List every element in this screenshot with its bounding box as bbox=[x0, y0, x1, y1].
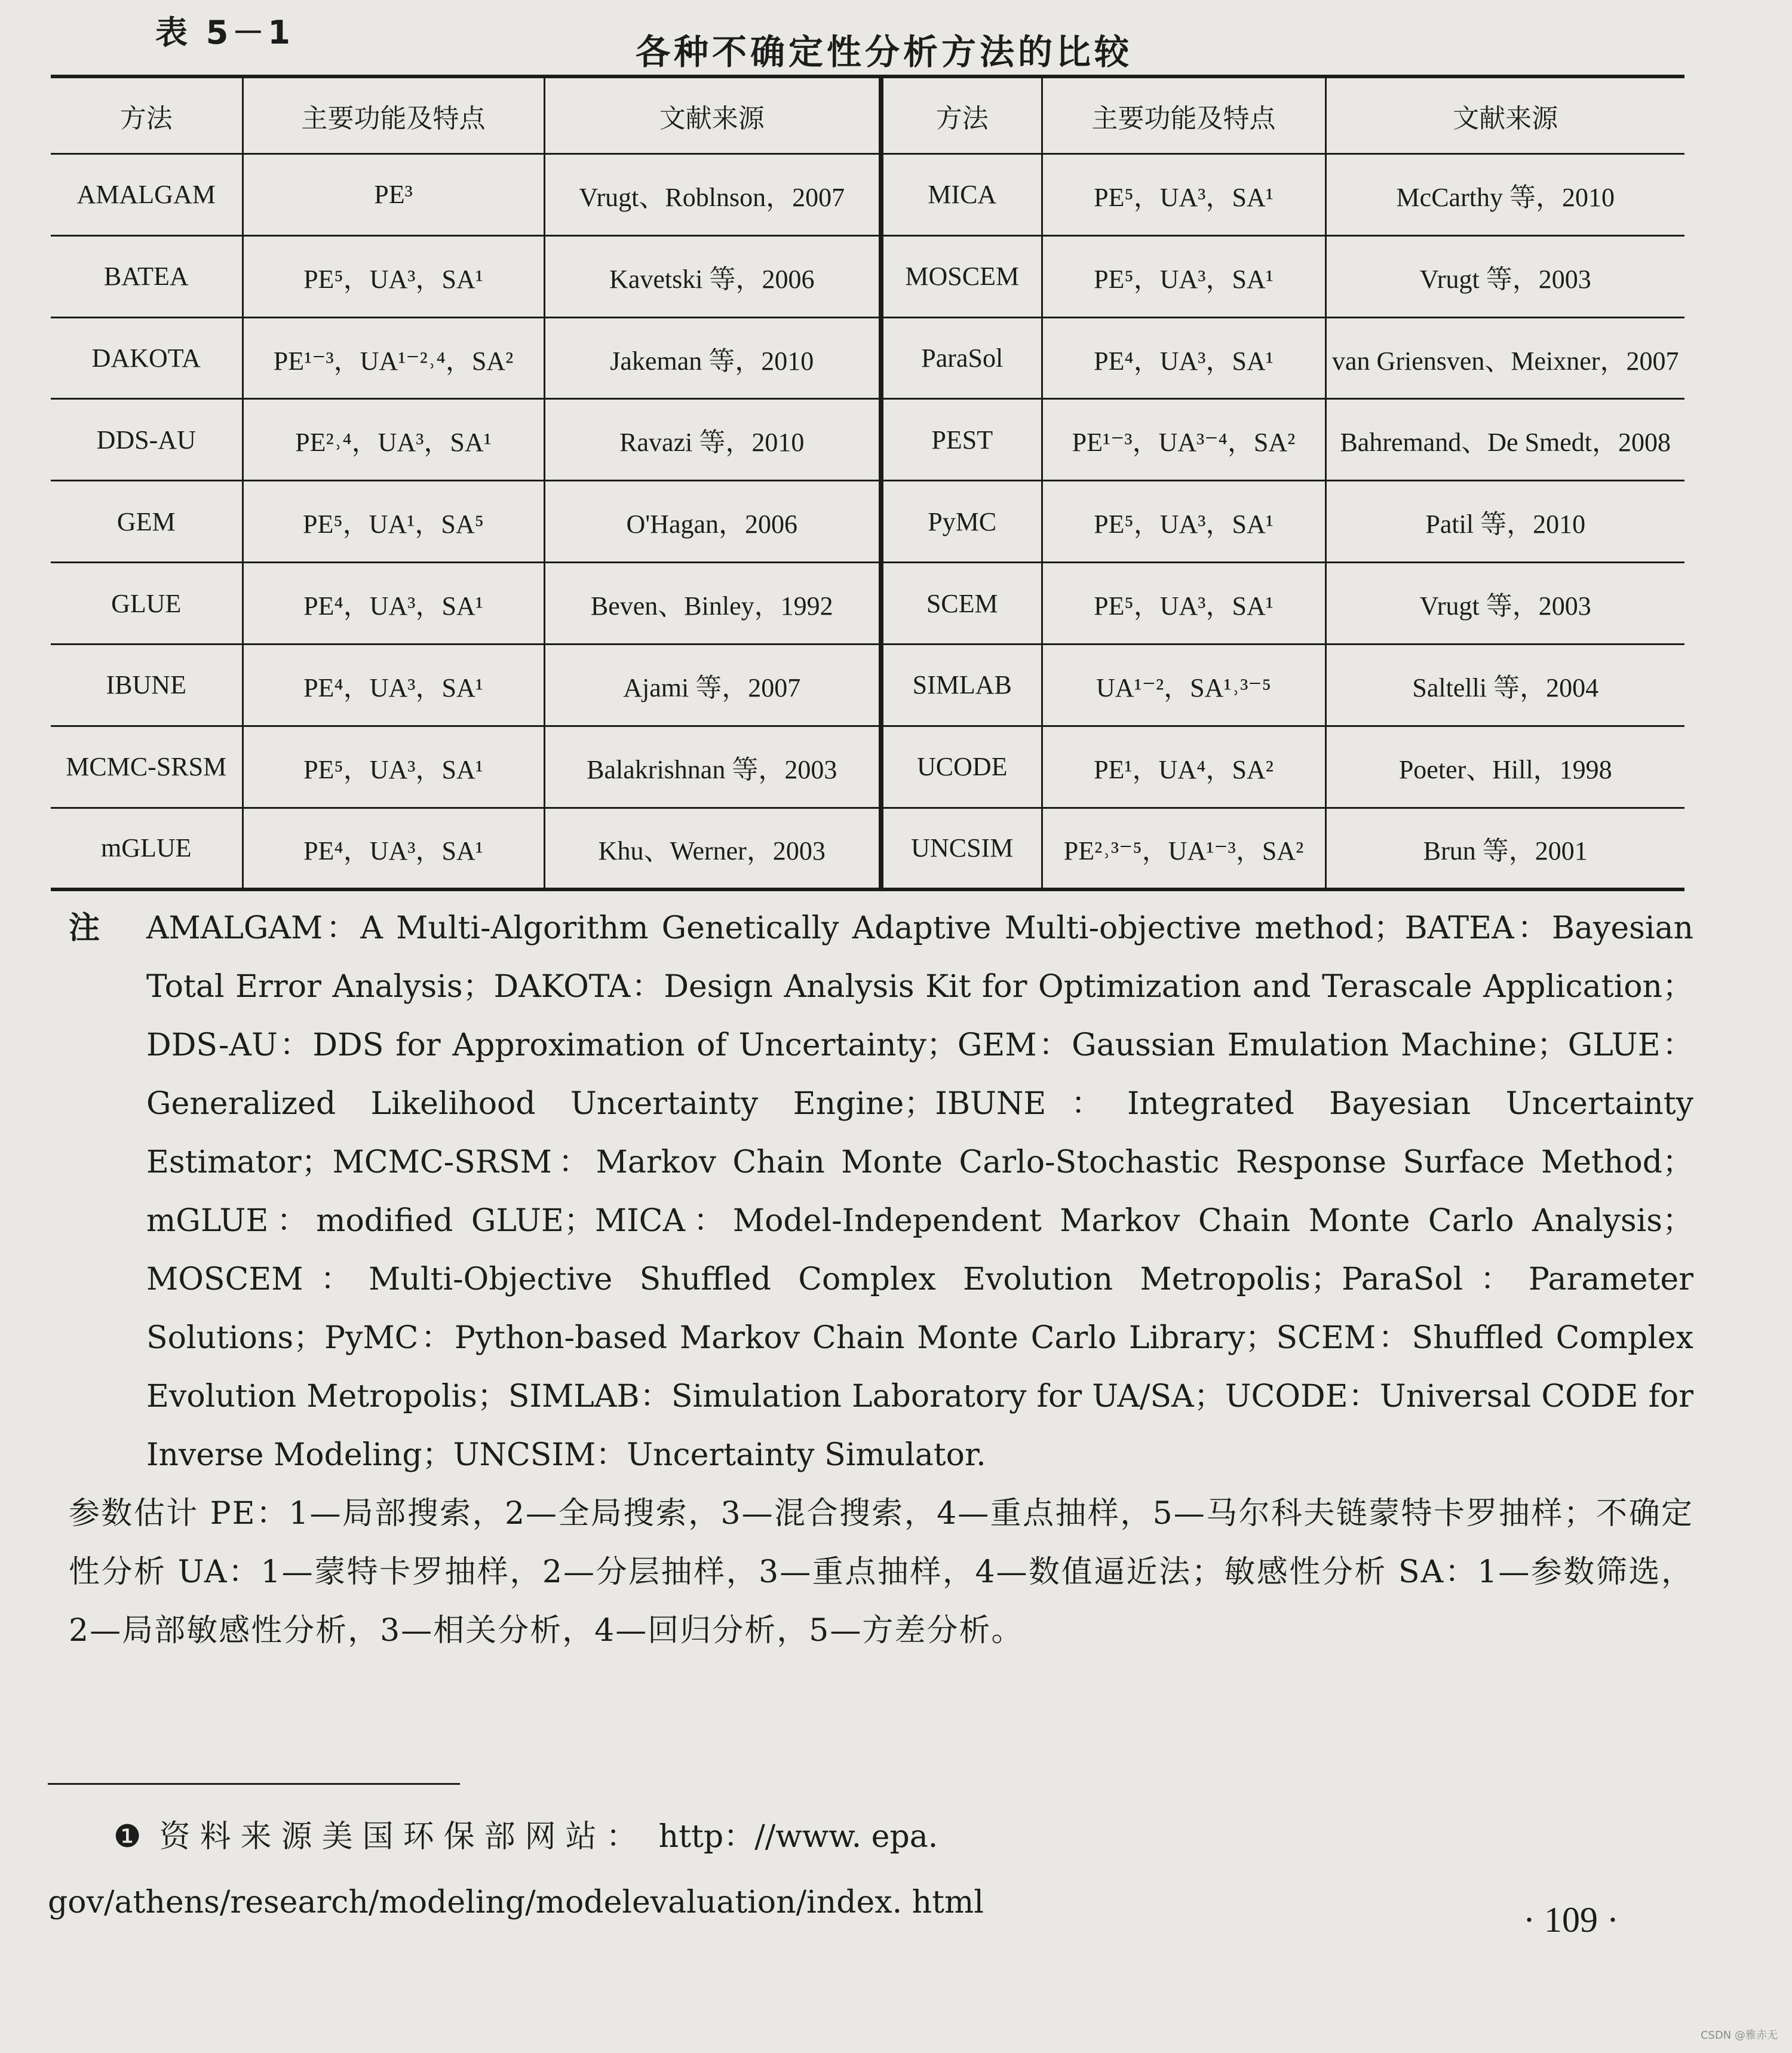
cell-method: MICA bbox=[883, 154, 1042, 236]
table-row bbox=[883, 481, 1684, 563]
cell-method: PyMC bbox=[883, 481, 1042, 563]
cell-method: MOSCEM bbox=[883, 235, 1042, 317]
table-row bbox=[883, 235, 1684, 317]
table-left-half bbox=[51, 78, 883, 888]
cell-method: GLUE bbox=[51, 563, 243, 645]
cell-features: PE⁵，UA³，SA¹ bbox=[1042, 235, 1325, 317]
cell-features: PE⁴，UA³，SA¹ bbox=[243, 563, 544, 645]
cell-source: Brun 等，2001 bbox=[1325, 808, 1684, 888]
cell-source: Jakeman 等，2010 bbox=[544, 317, 879, 399]
footnote-label: 资料来源美国环保部网站： bbox=[159, 1819, 647, 1855]
cell-method: UCODE bbox=[883, 726, 1042, 808]
table-label: 表 5－1 bbox=[155, 14, 294, 51]
cell-source: Poeter、Hill，1998 bbox=[1325, 726, 1684, 808]
cell-method: BATEA bbox=[51, 235, 243, 317]
header-method: 方法 bbox=[51, 78, 243, 154]
cell-source: Vrugt 等，2003 bbox=[1325, 235, 1684, 317]
cell-method: UNCSIM bbox=[883, 808, 1042, 888]
table-header-row bbox=[883, 78, 1684, 154]
table-row bbox=[883, 317, 1684, 399]
cell-features: PE⁵，UA³，SA¹ bbox=[1042, 563, 1325, 645]
cell-features: PE⁴，UA³，SA¹ bbox=[243, 644, 544, 726]
note-abbreviations: AMALGAM：A Multi-Algorithm Genetically Adaptive Multi-objective method；BATEA：Bayesian Total Error Analysis；DAKOTA：Design Analysis Kit for Optimization and Terascale Application；DDS-AU：DDS for Approximation of Uncertainty；GEM：Gaussian Emulation Machine；GLUE：Generalized Likelihood Uncertainty Engine；IBUNE：Integrated Bayesian Uncertainty Estimator；MCMC-SRSM：Markov Chain Monte Carlo-Stochastic Response Surface Method；mGLUE：modified GLUE；MICA：Model-Independent Markov Chain Monte Carlo Analysis；MOSCEM：Multi-Objective Shuffled Complex Evolution Metropolis；ParaSol：Parameter Solutions；PyMC：Python-based Markov Chain Monte Carlo Library；SCEM：Shuffled Complex Evolution Metropolis；SIMLAB：Simulation Laboratory for UA/SA；UCODE：Universal CODE for Inverse Modeling；UNCSIM：Uncertainty Simulator. bbox=[146, 910, 1693, 1473]
table-row bbox=[883, 154, 1684, 236]
cell-features: PE¹，UA⁴，SA² bbox=[1042, 726, 1325, 808]
cell-method: GEM bbox=[51, 481, 243, 563]
cell-features: UA¹⁻²，SA¹˒³⁻⁵ bbox=[1042, 644, 1325, 726]
cell-features: PE⁵，UA³，SA¹ bbox=[1042, 481, 1325, 563]
cell-source: van Griensven、Meixner，2007 bbox=[1325, 317, 1684, 399]
table-row bbox=[51, 481, 879, 563]
footnote-url: http：//www. epa. gov/athens/research/modeling/modelevaluation/index. html bbox=[48, 1819, 984, 1920]
table-row bbox=[51, 154, 879, 236]
cell-source: Vrugt、Roblnson，2007 bbox=[544, 154, 879, 236]
cell-source: Bahremand、De Smedt，2008 bbox=[1325, 399, 1684, 481]
header-source: 文献来源 bbox=[544, 78, 879, 154]
cell-source: Saltelli 等，2004 bbox=[1325, 644, 1684, 726]
cell-method: PEST bbox=[883, 399, 1042, 481]
cell-source: Balakrishnan 等，2003 bbox=[544, 726, 879, 808]
cell-source: Vrugt 等，2003 bbox=[1325, 563, 1684, 645]
cell-source: Ajami 等，2007 bbox=[544, 644, 879, 726]
cell-method: MCMC-SRSM bbox=[51, 726, 243, 808]
table-row bbox=[883, 808, 1684, 888]
header-features: 主要功能及特点 bbox=[1042, 78, 1325, 154]
table-row bbox=[51, 808, 879, 888]
cell-features: PE³ bbox=[243, 154, 544, 236]
cell-source: Beven、Binley，1992 bbox=[544, 563, 879, 645]
table-row bbox=[883, 563, 1684, 645]
header-features: 主要功能及特点 bbox=[243, 78, 544, 154]
table-row bbox=[51, 399, 879, 481]
table-right-half bbox=[883, 78, 1684, 888]
table-row bbox=[883, 644, 1684, 726]
table-row bbox=[883, 726, 1684, 808]
header-source: 文献来源 bbox=[1325, 78, 1684, 154]
footnote bbox=[48, 1804, 1696, 1935]
cell-features: PE¹⁻³，UA³⁻⁴，SA² bbox=[1042, 399, 1325, 481]
table-row bbox=[51, 563, 879, 645]
cell-method: SIMLAB bbox=[883, 644, 1042, 726]
cell-method: SCEM bbox=[883, 563, 1042, 645]
page-number: · 109 · bbox=[1523, 1900, 1619, 1940]
cell-method: DAKOTA bbox=[51, 317, 243, 399]
note-legend: 参数估计 PE：1—局部搜索，2—全局搜索，3—混合搜索，4—重点抽样，5—马尔科夫链蒙特卡罗抽样；不确定性分析 UA：1—蒙特卡罗抽样，2—分层抽样，3—重点抽样，4—数值逼近法；敏感性分析 SA：1—参数筛选，2—局部敏感性分析，3—相关分析，4—回归分析，5—方差分析。 bbox=[69, 1496, 1693, 1649]
cell-method: DDS-AU bbox=[51, 399, 243, 481]
cell-features: PE⁴，UA³，SA¹ bbox=[1042, 317, 1325, 399]
table-row bbox=[883, 399, 1684, 481]
cell-source: Khu、Werner，2003 bbox=[544, 808, 879, 888]
footnote-divider bbox=[48, 1783, 460, 1785]
cell-method: IBUNE bbox=[51, 644, 243, 726]
table-row bbox=[51, 317, 879, 399]
cell-method: mGLUE bbox=[51, 808, 243, 888]
cell-features: PE⁵，UA³，SA¹ bbox=[1042, 154, 1325, 236]
cell-features: PE¹⁻³，UA¹⁻²˒⁴，SA² bbox=[243, 317, 544, 399]
cell-features: PE⁵，UA¹，SA⁵ bbox=[243, 481, 544, 563]
table-row bbox=[51, 726, 879, 808]
cell-features: PE⁴，UA³，SA¹ bbox=[243, 808, 544, 888]
cell-source: Kavetski 等，2006 bbox=[544, 235, 879, 317]
cell-features: PE⁵，UA³，SA¹ bbox=[243, 726, 544, 808]
table-row bbox=[51, 235, 879, 317]
cell-source: Patil 等，2010 bbox=[1325, 481, 1684, 563]
watermark: CSDN @雅赤无 bbox=[1700, 2029, 1778, 2042]
note-mark: 注 bbox=[69, 910, 100, 946]
table-note bbox=[69, 899, 1693, 1660]
cell-method: AMALGAM bbox=[51, 154, 243, 236]
cell-features: PE²˒³⁻⁵，UA¹⁻³，SA² bbox=[1042, 808, 1325, 888]
comparison-table bbox=[51, 75, 1684, 891]
table-header-row bbox=[51, 78, 879, 154]
table-row bbox=[51, 644, 879, 726]
footnote-mark: ❶ bbox=[113, 1819, 142, 1855]
cell-source: Ravazi 等，2010 bbox=[544, 399, 879, 481]
cell-method: ParaSol bbox=[883, 317, 1042, 399]
cell-source: McCarthy 等，2010 bbox=[1325, 154, 1684, 236]
cell-features: PE⁵，UA³，SA¹ bbox=[243, 235, 544, 317]
cell-features: PE²˒⁴，UA³，SA¹ bbox=[243, 399, 544, 481]
cell-source: O'Hagan，2006 bbox=[544, 481, 879, 563]
header-method: 方法 bbox=[883, 78, 1042, 154]
table-title: 各种不确定性分析方法的比较 bbox=[635, 32, 1133, 72]
